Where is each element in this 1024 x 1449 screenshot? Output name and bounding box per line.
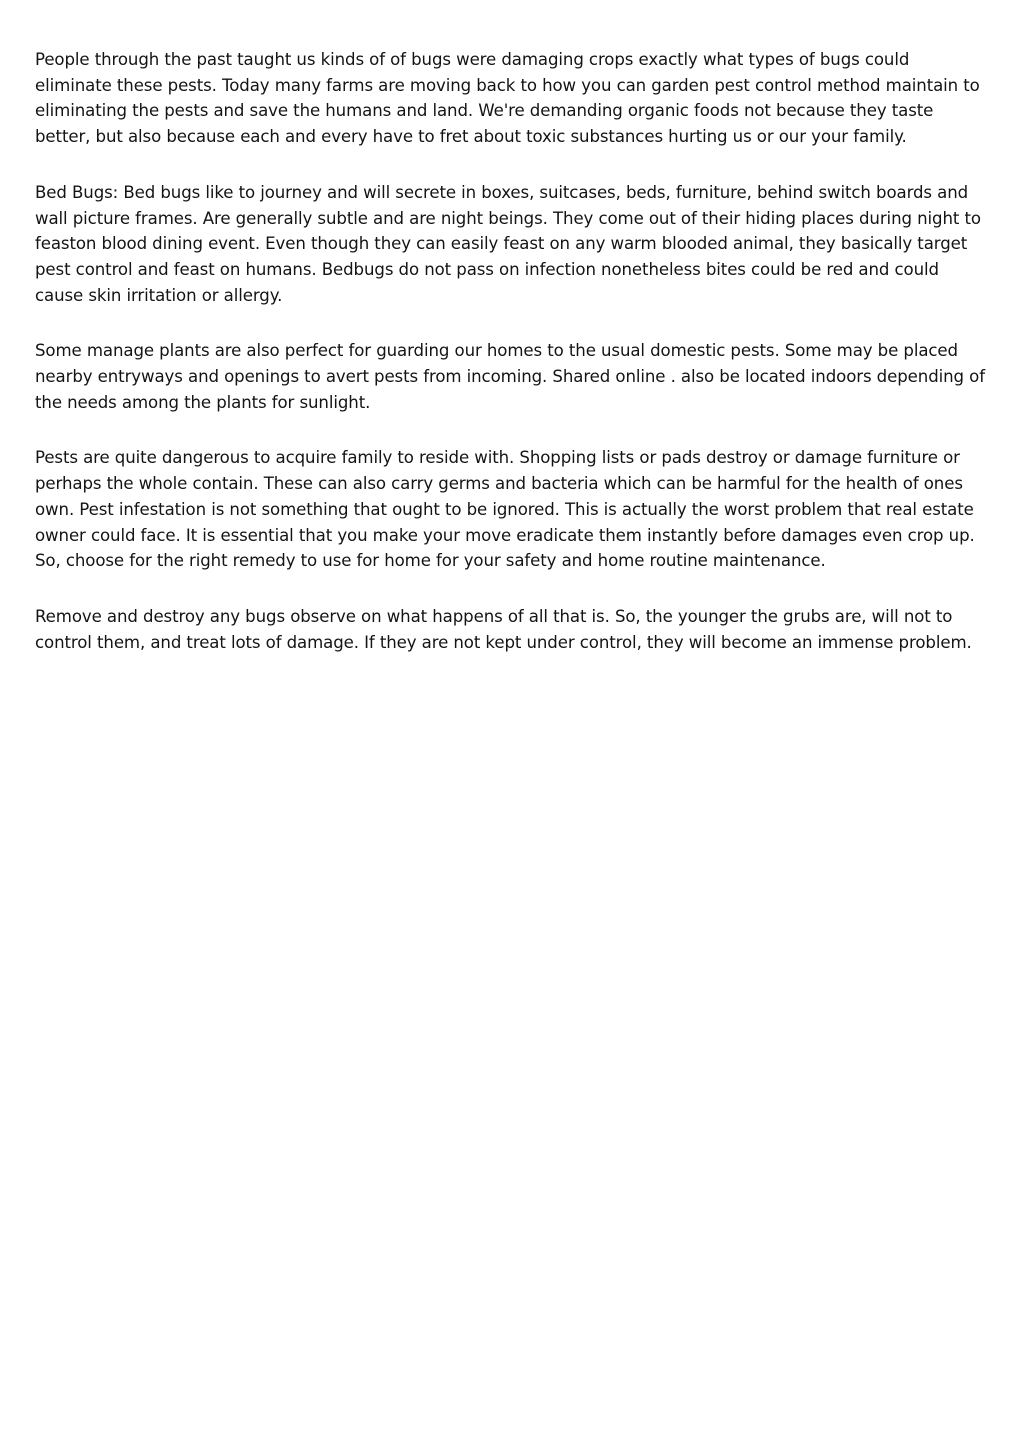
paragraph-1: People through the past taught us kinds of of bugs were damaging crops exactly what types of bugs could eliminate these pests. Today many farms are moving back to how you can garden pest control method maintain to eliminating the pests and save the humans and land. We're demanding organic foods not because they taste better, but also because each and every have to fret about toxic substances hurting us or our your family.: [35, 50, 980, 147]
paragraph-3: Some manage plants are also perfect for guarding our homes to the usual domestic pests. Some may be placed nearby entryways and openings to avert pests from incoming. Shared online . also be located indoors depending of the needs among the plants for sunlight.: [35, 341, 985, 412]
document-page: [35, 47, 989, 685]
paragraph-2: Bed Bugs: Bed bugs like to journey and will secrete in boxes, suitcases, beds, furniture, behind switch boards and wall picture frames. Are generally subtle and are night beings. They come out of their hiding places during night to feaston blood dining event. Even though they can easily feast on any warm blooded animal, they basically target pest control and feast on humans. Bedbugs do not pass on infection nonetheless bites could be red and could cause skin irritation or allergy.: [35, 182, 981, 305]
paragraph-5: Remove and destroy any bugs observe on what happens of all that is. So, the younger the grubs are, will not to control them, and treat lots of damage. If they are not kept under control, they will become an immense problem.: [35, 606, 972, 652]
paragraph-4: Pests are quite dangerous to acquire family to reside with. Shopping lists or pads destroy or damage furniture or perhaps the whole contain. These can also carry germs and bacteria which can be harmful for the health of ones own. Pest infestation is not something that ought to be ignored. This is actually the worst problem that real estate owner could face. It is essential that you make your move eradicate them instantly before damages even crop up. So, choose for the right remedy to use for home for your safety and home routine maintenance.: [35, 448, 975, 571]
